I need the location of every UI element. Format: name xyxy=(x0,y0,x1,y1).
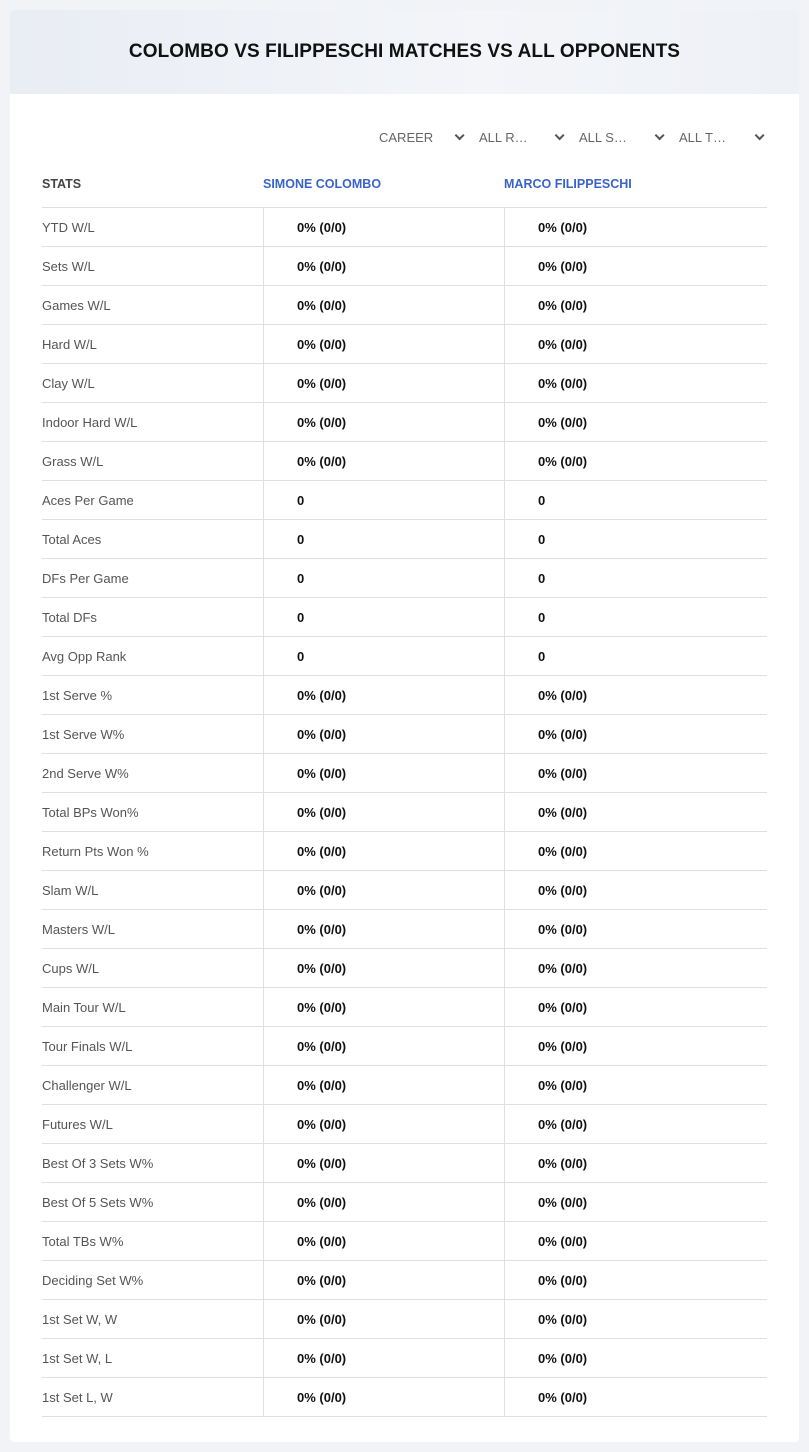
player1-value: 0% (0/0) xyxy=(263,1183,504,1221)
player2-value: 0% (0/0) xyxy=(504,1300,767,1338)
table-row xyxy=(42,1339,767,1378)
player2-value: 0 xyxy=(504,481,767,519)
table-row xyxy=(42,598,767,637)
table-row xyxy=(42,520,767,559)
player2-value: 0 xyxy=(504,598,767,636)
card-header xyxy=(10,10,799,94)
player2-value: 0% (0/0) xyxy=(504,208,767,246)
table-row xyxy=(42,325,767,364)
player1-value: 0% (0/0) xyxy=(263,1105,504,1143)
table-row xyxy=(42,1066,767,1105)
player1-value: 0% (0/0) xyxy=(263,1339,504,1377)
table-row xyxy=(42,871,767,910)
stat-label: Total BPs Won% xyxy=(42,804,139,820)
player2-value: 0% (0/0) xyxy=(504,949,767,987)
player2-value: 0 xyxy=(504,559,767,597)
stat-label: Tour Finals W/L xyxy=(42,1038,133,1054)
player2-value: 0% (0/0) xyxy=(504,1027,767,1065)
stat-label: Grass W/L xyxy=(42,453,104,469)
stats-card xyxy=(10,10,799,1442)
table-header xyxy=(42,160,767,208)
stat-label: Return Pts Won % xyxy=(42,843,149,859)
table-row xyxy=(42,637,767,676)
player2-value: 0% (0/0) xyxy=(504,1222,767,1260)
stat-label: Masters W/L xyxy=(42,921,115,937)
period-filter-label: CAREER xyxy=(379,129,434,145)
player1-value: 0% (0/0) xyxy=(263,1027,504,1065)
surface-filter-select[interactable] xyxy=(567,126,667,148)
player2-value: 0% (0/0) xyxy=(504,910,767,948)
player2-value: 0% (0/0) xyxy=(504,832,767,870)
table-row xyxy=(42,715,767,754)
player2-value: 0% (0/0) xyxy=(504,715,767,753)
player1-value: 0% (0/0) xyxy=(263,832,504,870)
filter-bar xyxy=(367,126,767,148)
player2-value: 0% (0/0) xyxy=(504,1183,767,1221)
stats-column-header: STATS xyxy=(42,176,82,191)
table-row xyxy=(42,481,767,520)
stat-label: YTD W/L xyxy=(42,219,95,235)
surface-filter-label: ALL S… xyxy=(579,129,627,145)
player1-value: 0% (0/0) xyxy=(263,754,504,792)
stat-label: Avg Opp Rank xyxy=(42,648,127,664)
player2-value: 0% (0/0) xyxy=(504,754,767,792)
table-row xyxy=(42,793,767,832)
stat-label: Sets W/L xyxy=(42,258,95,274)
player1-value: 0% (0/0) xyxy=(263,1378,504,1416)
stat-label: Indoor Hard W/L xyxy=(42,414,138,430)
player2-value: 0% (0/0) xyxy=(504,1378,767,1416)
stat-label: DFs Per Game xyxy=(42,570,129,586)
table-row xyxy=(42,910,767,949)
player2-value: 0% (0/0) xyxy=(504,364,767,402)
player1-value: 0% (0/0) xyxy=(263,949,504,987)
player2-value: 0% (0/0) xyxy=(504,871,767,909)
player1-value: 0 xyxy=(263,520,504,558)
stat-label: 1st Set W, L xyxy=(42,1350,113,1366)
stat-label: 1st Serve % xyxy=(42,687,113,703)
round-filter-label: ALL R… xyxy=(479,129,528,145)
player1-value: 0% (0/0) xyxy=(263,247,504,285)
table-body xyxy=(42,208,767,1417)
table-row xyxy=(42,1261,767,1300)
table-row xyxy=(42,403,767,442)
table-row xyxy=(42,208,767,247)
player2-value: 0% (0/0) xyxy=(504,1261,767,1299)
player1-value: 0% (0/0) xyxy=(263,208,504,246)
stat-label: Aces Per Game xyxy=(42,492,134,508)
stat-label: Cups W/L xyxy=(42,960,100,976)
table-row xyxy=(42,1183,767,1222)
stat-label: 1st Set W, W xyxy=(42,1311,118,1327)
player1-value: 0% (0/0) xyxy=(263,871,504,909)
player2-value: 0% (0/0) xyxy=(504,988,767,1026)
player1-value: 0 xyxy=(263,598,504,636)
stat-label: 2nd Serve W% xyxy=(42,765,129,781)
player2-value: 0% (0/0) xyxy=(504,793,767,831)
table-row xyxy=(42,286,767,325)
player1-value: 0% (0/0) xyxy=(263,364,504,402)
stat-label: Slam W/L xyxy=(42,882,99,898)
player2-value: 0% (0/0) xyxy=(504,1339,767,1377)
stat-label: Challenger W/L xyxy=(42,1077,132,1093)
stat-label: Deciding Set W% xyxy=(42,1272,144,1288)
player1-value: 0% (0/0) xyxy=(263,1261,504,1299)
player2-value: 0 xyxy=(504,520,767,558)
player2-value: 0% (0/0) xyxy=(504,1066,767,1104)
player2-value: 0% (0/0) xyxy=(504,286,767,324)
table-row xyxy=(42,676,767,715)
chevron-down-icon xyxy=(755,130,765,140)
player1-value: 0% (0/0) xyxy=(263,325,504,363)
stat-label: Games W/L xyxy=(42,297,111,313)
page-title: COLOMBO VS FILIPPESCHI MATCHES VS ALL OPPONENTS xyxy=(128,41,681,62)
stat-label: Clay W/L xyxy=(42,375,95,391)
stat-label: Total TBs W% xyxy=(42,1233,124,1249)
stat-label: Main Tour W/L xyxy=(42,999,126,1015)
player1-value: 0 xyxy=(263,637,504,675)
period-filter-select[interactable] xyxy=(367,126,467,148)
stat-label: Total Aces xyxy=(42,531,102,547)
table-row xyxy=(42,754,767,793)
chevron-down-icon xyxy=(455,130,465,140)
stat-label: 1st Serve W% xyxy=(42,726,125,742)
stat-label: Futures W/L xyxy=(42,1116,113,1132)
player2-value: 0% (0/0) xyxy=(504,403,767,441)
player1-value: 0% (0/0) xyxy=(263,910,504,948)
table-row xyxy=(42,1027,767,1066)
table-row xyxy=(42,1300,767,1339)
table-row xyxy=(42,1378,767,1417)
player1-value: 0 xyxy=(263,481,504,519)
player1-value: 0% (0/0) xyxy=(263,715,504,753)
tournament-filter-label: ALL T… xyxy=(679,129,726,145)
stat-label: Best Of 3 Sets W% xyxy=(42,1155,154,1171)
stat-label: Hard W/L xyxy=(42,336,97,352)
table-row xyxy=(42,247,767,286)
table-row xyxy=(42,1105,767,1144)
round-filter-select[interactable] xyxy=(467,126,567,148)
player2-value: 0% (0/0) xyxy=(504,1105,767,1143)
player1-value: 0% (0/0) xyxy=(263,1066,504,1104)
player2-value: 0% (0/0) xyxy=(504,325,767,363)
player1-value: 0% (0/0) xyxy=(263,988,504,1026)
table-row xyxy=(42,988,767,1027)
chevron-down-icon xyxy=(655,130,665,140)
player2-value: 0% (0/0) xyxy=(504,676,767,714)
player2-value: 0% (0/0) xyxy=(504,1144,767,1182)
player2-value: 0 xyxy=(504,637,767,675)
chevron-down-icon xyxy=(555,130,565,140)
player2-value: 0% (0/0) xyxy=(504,247,767,285)
stat-label: Total DFs xyxy=(42,609,97,625)
table-row xyxy=(42,949,767,988)
stat-label: 1st Set L, W xyxy=(42,1389,113,1405)
player1-link[interactable]: SIMONE COLOMBO xyxy=(263,176,382,191)
player1-value: 0% (0/0) xyxy=(263,1144,504,1182)
player1-value: 0 xyxy=(263,559,504,597)
tournament-filter-select[interactable] xyxy=(667,126,767,148)
stats-table xyxy=(42,160,767,1417)
player1-value: 0% (0/0) xyxy=(263,442,504,480)
player1-value: 0% (0/0) xyxy=(263,676,504,714)
table-row xyxy=(42,442,767,481)
player1-value: 0% (0/0) xyxy=(263,403,504,441)
player1-value: 0% (0/0) xyxy=(263,286,504,324)
player2-link[interactable]: MARCO FILIPPESCHI xyxy=(504,176,632,191)
table-row xyxy=(42,1144,767,1183)
table-row xyxy=(42,364,767,403)
table-row xyxy=(42,559,767,598)
player1-value: 0% (0/0) xyxy=(263,1300,504,1338)
player1-value: 0% (0/0) xyxy=(263,793,504,831)
table-row xyxy=(42,832,767,871)
player1-value: 0% (0/0) xyxy=(263,1222,504,1260)
stat-label: Best Of 5 Sets W% xyxy=(42,1194,154,1210)
player2-value: 0% (0/0) xyxy=(504,442,767,480)
table-row xyxy=(42,1222,767,1261)
